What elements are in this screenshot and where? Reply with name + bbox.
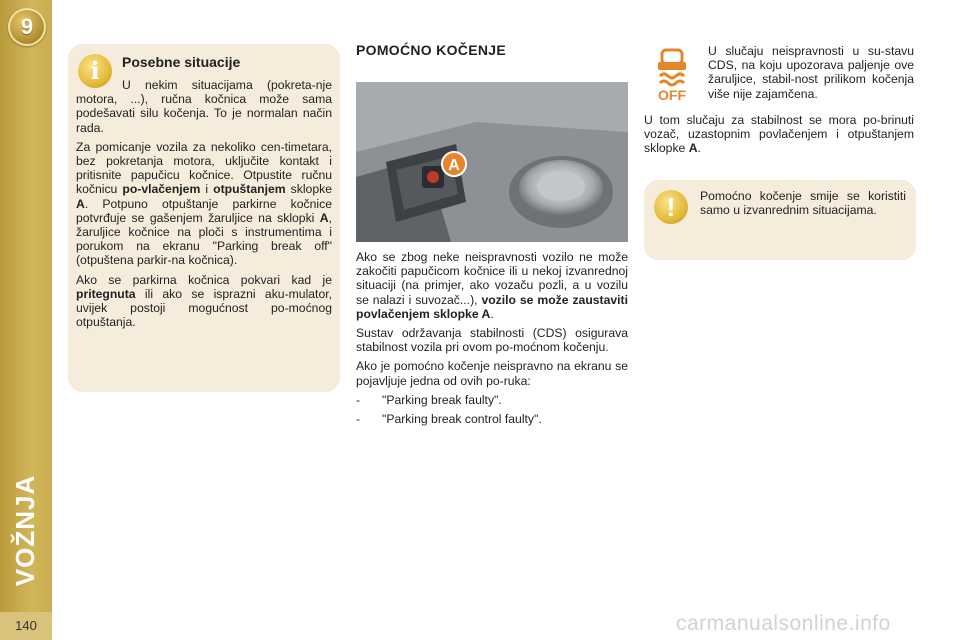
main-paragraph-3: Ako je pomoćno kočenje neispravno na ekranu se pojavljuje jedna od ovih po-ruka:: [356, 359, 628, 388]
main-paragraph-2: Sustav održavanja stabilnosti (CDS) osigurava stabilnost vozila pri ovom po-moćnom kočenju.: [356, 326, 628, 355]
info-box-title: Posebne situacije: [122, 54, 241, 70]
special-situations-box: [68, 44, 340, 392]
chapter-title-text: VOŽNJA: [10, 474, 41, 586]
info-box-body: [76, 78, 332, 334]
chapter-number: 9: [20, 14, 34, 39]
info-icon: i: [78, 54, 112, 88]
info-paragraph-3: Ako se parkirna kočnica pokvari kad je pritegnuta ili ako se isprazni aku-mulator, uvijek postoji mogućnost po-moćnog otpuštanja.: [76, 272, 332, 330]
switch-label-a: A: [448, 157, 460, 174]
main-body: [356, 250, 628, 426]
page-number: 140: [0, 612, 52, 640]
chapter-title: [4, 455, 48, 605]
info-paragraph-2: Za pomicanje vozila za nekoliko cen-timetara, bez pokretanja motora, uključite kontakt i pritisnite papučicu kočnice. Otpustite ručnu kočnicu po-vlačenjem i otpuštanjem sklopke A. Potpuno otpuštanje parkirne kočnice potvrđuje se gašenjem žaruljice na sklopki A, žaruljice kočnice na ploči s instrumentima i porukom na ekranu "Parking break off" (otpuštena parkir-na kočnica).: [76, 139, 332, 268]
cds-off-warning-icon: [652, 48, 692, 102]
info-paragraph-1: U nekim situacijama (pokreta-nje motora, ...), ručna kočnica može sama podešavati silu kočenja. To je normalan način rada.: [76, 78, 332, 135]
list-item: - "Parking break control faulty".: [356, 412, 542, 427]
watermark: carmanualsonline.info: [676, 612, 891, 635]
warning-text: Pomoćno kočenje smije se koristiti samo u izvanrednim situacijama.: [700, 189, 906, 218]
section-title: POMOĆNO KOČENJE: [356, 42, 506, 58]
chapter-number-badge: [8, 8, 46, 46]
parking-brake-switch-photo: [356, 82, 628, 242]
list-item: - "Parking break faulty".: [356, 392, 502, 407]
main-paragraph-1: Ako se zbog neke neispravnosti vozilo ne može zakočiti papučicom kočnice ili u nekoj izvanrednoj situaciji (na primjer, ako vozaču pozli, a u vozilu se nalazi i suvozač...), vozilo se može zaustaviti povlačenjem sklopke A.: [356, 250, 628, 321]
console-illustration: [356, 82, 628, 242]
off-label: OFF: [658, 87, 686, 102]
right-paragraph-2: U tom slučaju za stabilnost se mora po-brinuti vozač, uzastopnim povlačenjem i otpuštanjem sklopke A.: [644, 113, 914, 156]
right-paragraph-1: U slučaju neispravnosti u su-stavu CDS, na koju upozorava paljenje ove žaruljice, stabil-nost prilikom kočenja više nije zajamčena.: [708, 44, 914, 101]
exclamation-icon: !: [654, 190, 688, 224]
warning-box: [644, 180, 916, 260]
